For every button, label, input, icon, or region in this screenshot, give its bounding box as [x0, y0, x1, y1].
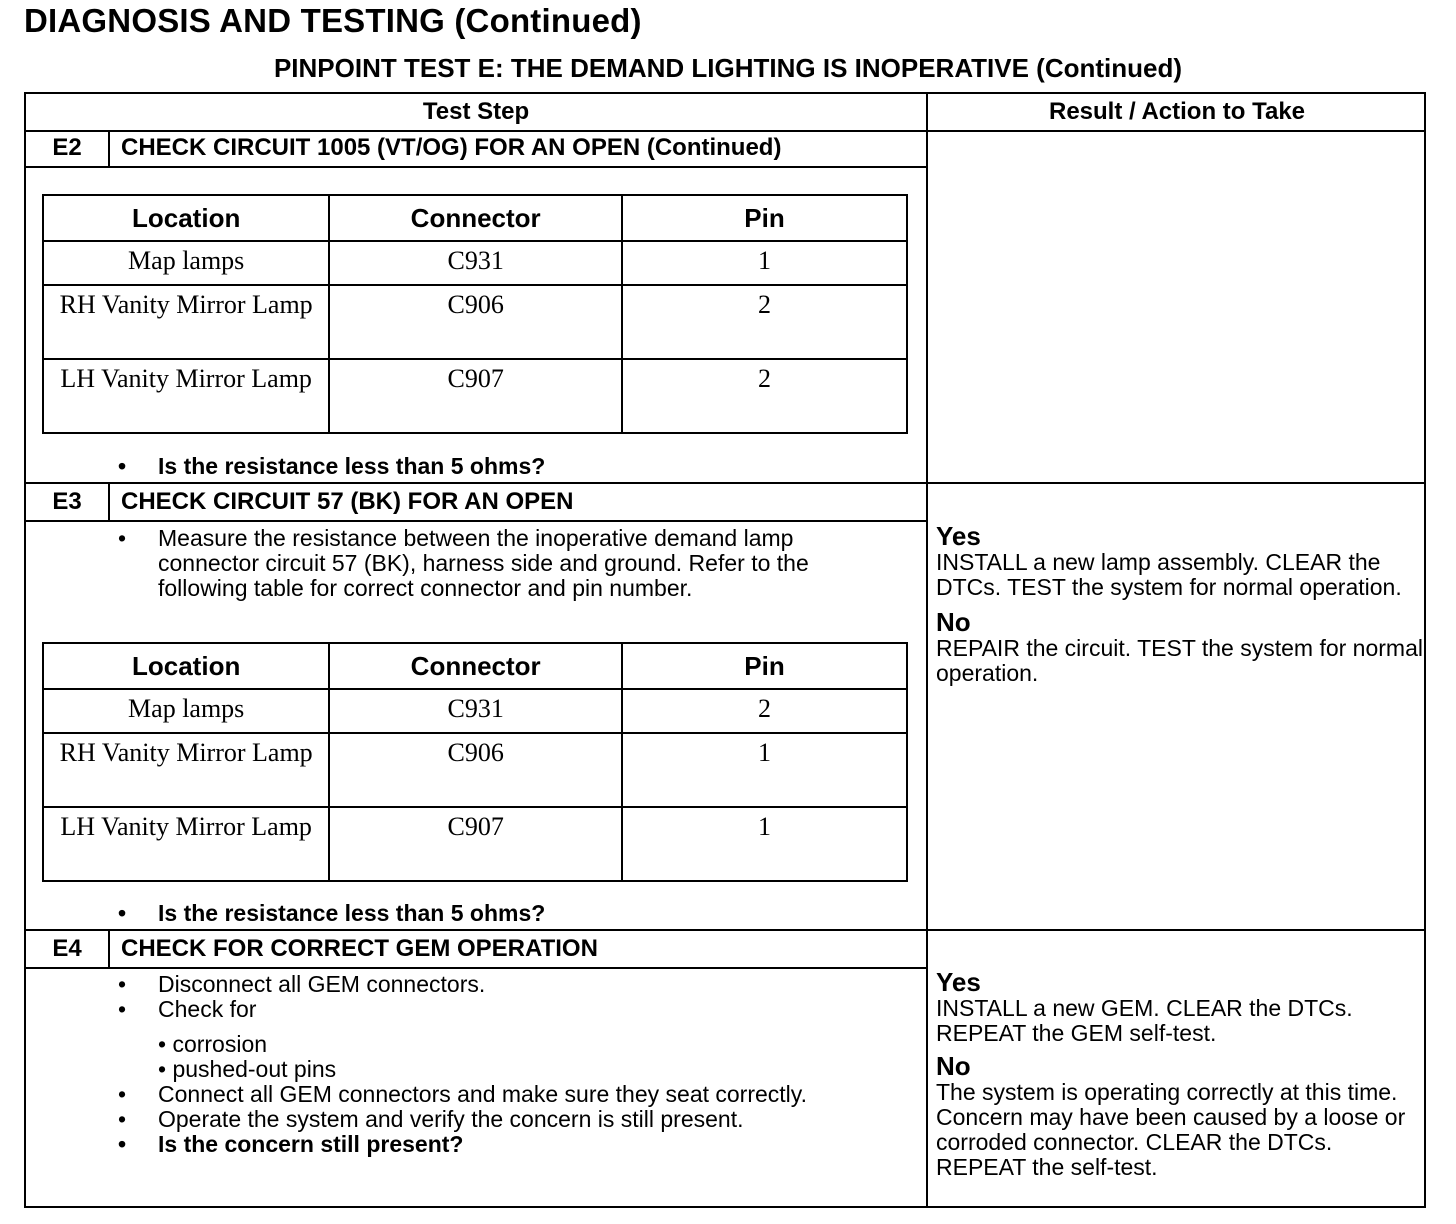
column-header-location: Location — [43, 195, 329, 241]
column-divider — [926, 94, 928, 1206]
table-row — [43, 359, 907, 433]
cell-connector: C907 — [329, 807, 622, 881]
e4-instructions — [118, 972, 918, 1157]
e3-instructions — [118, 526, 888, 601]
step-e2-id: E2 — [26, 130, 110, 166]
e4-no-label: No — [936, 1051, 971, 1081]
e4-step-2: Check for — [158, 996, 257, 1022]
page-title: DIAGNOSIS AND TESTING (Continued) — [24, 2, 642, 39]
cell-location: LH Vanity Mirror Lamp — [43, 807, 329, 881]
bullet-icon: • — [118, 971, 127, 997]
column-header-location: Location — [43, 643, 329, 689]
step-e2-title: CHECK CIRCUIT 1005 (VT/OG) FOR AN OPEN (Continued) — [121, 134, 782, 161]
cell-location: Map lamps — [43, 241, 329, 285]
column-header-connector: Connector — [329, 643, 622, 689]
e4-check-list — [118, 1032, 918, 1082]
e3-connector-table — [42, 642, 908, 882]
pinpoint-test-table — [24, 92, 1426, 1208]
cell-pin: 1 — [622, 807, 907, 881]
cell-pin: 1 — [622, 241, 907, 285]
step-e3-header — [26, 484, 926, 522]
e2-question-text: Is the resistance less than 5 ohms? — [158, 453, 546, 479]
cell-location: RH Vanity Mirror Lamp — [43, 285, 329, 359]
cell-pin: 2 — [622, 285, 907, 359]
result-action-header: Result / Action to Take — [928, 94, 1426, 132]
bullet-icon: • — [118, 1106, 127, 1132]
e4-step-1: Disconnect all GEM connectors. — [158, 971, 486, 997]
e3-yes-text: INSTALL a new lamp assembly. CLEAR the DTCs. TEST the system for normal operation. — [936, 549, 1402, 600]
e3-question-text: Is the resistance less than 5 ohms? — [158, 900, 546, 926]
cell-connector: C931 — [329, 241, 622, 285]
bullet-icon: • — [118, 453, 127, 479]
column-header-connector: Connector — [329, 195, 622, 241]
bullet-icon: • — [118, 1131, 127, 1157]
bullet-icon: • — [118, 525, 127, 551]
e4-check-pushed-out-pins: • pushed-out pins — [158, 1056, 337, 1082]
e3-result — [936, 522, 1426, 686]
e3-instruction-text: Measure the resistance between the inoperative demand lamp connector circuit 57 (BK), harness side and ground. Refer to the following table for correct connector and pin number. — [158, 525, 809, 601]
step-e3-id: E3 — [26, 484, 110, 520]
e3-yes-label: Yes — [936, 521, 981, 551]
step-e4-header — [26, 931, 926, 969]
e3-question — [118, 901, 545, 926]
cell-pin: 2 — [622, 359, 907, 433]
e2-question — [118, 454, 545, 479]
e3-no-label: No — [936, 607, 971, 637]
cell-pin: 1 — [622, 733, 907, 807]
cell-location: RH Vanity Mirror Lamp — [43, 733, 329, 807]
table-row — [43, 241, 907, 285]
e4-check-corrosion: • corrosion — [158, 1031, 268, 1057]
cell-location: Map lamps — [43, 689, 329, 733]
table-row — [43, 733, 907, 807]
step-e3-title: CHECK CIRCUIT 57 (BK) FOR AN OPEN — [121, 488, 574, 515]
e4-yes-text: INSTALL a new GEM. CLEAR the DTCs. REPEAT the GEM self-test. — [936, 995, 1353, 1046]
pinpoint-test-subtitle: PINPOINT TEST E: THE DEMAND LIGHTING IS INOPERATIVE (Continued) — [273, 53, 1183, 83]
bullet-icon: • — [118, 900, 127, 926]
table-row — [43, 807, 907, 881]
e4-no-text: The system is operating correctly at this time. Concern may have been caused by a loose or corroded connector. CLEAR the DTCs. REPEAT the self-test. — [936, 1079, 1406, 1180]
table-row — [43, 285, 907, 359]
test-step-header: Test Step — [26, 94, 926, 132]
e4-question-text: Is the concern still present? — [158, 1131, 464, 1157]
e4-step-3: Connect all GEM connectors and make sure they seat correctly. — [158, 1081, 807, 1107]
cell-location: LH Vanity Mirror Lamp — [43, 359, 329, 433]
column-header-pin: Pin — [622, 195, 907, 241]
step-e4-title: CHECK FOR CORRECT GEM OPERATION — [121, 935, 598, 962]
step-e4-id: E4 — [26, 931, 110, 967]
bullet-icon: • — [118, 1081, 127, 1107]
cell-connector: C906 — [329, 733, 622, 807]
e3-no-text: REPAIR the circuit. TEST the system for normal operation. — [936, 635, 1423, 686]
bullet-icon: • — [118, 996, 127, 1022]
e4-step-4: Operate the system and verify the concern is still present. — [158, 1106, 744, 1132]
table-row — [43, 689, 907, 733]
e4-result — [936, 968, 1420, 1180]
e4-yes-label: Yes — [936, 967, 981, 997]
e2-connector-table — [42, 194, 908, 434]
column-header-pin: Pin — [622, 643, 907, 689]
cell-pin: 2 — [622, 689, 907, 733]
cell-connector: C906 — [329, 285, 622, 359]
cell-connector: C931 — [329, 689, 622, 733]
step-e2-header — [26, 130, 926, 168]
cell-connector: C907 — [329, 359, 622, 433]
